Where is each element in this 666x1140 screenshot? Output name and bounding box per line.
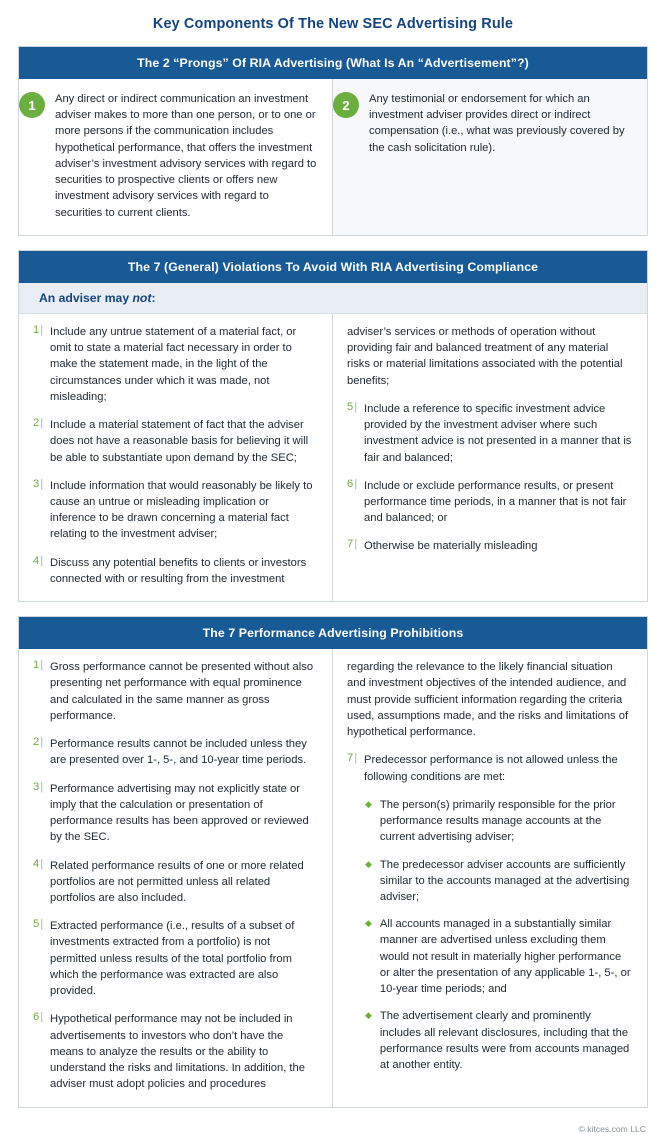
list-item xyxy=(33,736,318,768)
violations-right-column xyxy=(333,314,647,601)
prong-1-badge: 1 xyxy=(19,92,45,118)
panel-subheading-adviser-may-not xyxy=(19,283,647,314)
list-item-number: 5| xyxy=(347,400,358,413)
performance-left-column xyxy=(19,649,333,1106)
list-item-number: 4| xyxy=(33,554,44,567)
list-item-number: 7| xyxy=(347,752,358,765)
diamond-bullet-icon: ◆ xyxy=(365,918,372,929)
list-item-text: Gross performance cannot be presented without also presenting net performance with equal prominence and calculated in the same manner as gross performance. xyxy=(50,661,314,722)
list-item xyxy=(33,324,318,405)
list-item-text: Include a reference to specific investment advice provided by the investment adviser where such investment advice is not presented in a manner that is fair and balanced; xyxy=(364,402,632,464)
panel-seven-violations xyxy=(18,250,648,602)
predecessor-conditions-list xyxy=(365,797,633,1074)
list-item-text: Related performance results of one or more related portfolios are not permitted unless all related portfolios are also included. xyxy=(50,859,304,904)
prong-2-text: Any testimonial or endorsement for which an investment adviser provides direct or indirect compensation (i.e., what was previously covered by the cash solicitation rule). xyxy=(369,93,625,154)
list-item xyxy=(347,752,633,784)
list-item xyxy=(33,417,318,466)
list-item-number: 6| xyxy=(347,477,358,490)
list-item-text: Performance advertising may not explicitly state or imply that the calculation or presentation of performance results has been approved or reviewed by the SEC. xyxy=(50,782,309,844)
list-item-number: 3| xyxy=(33,477,44,490)
list-item-number: 1| xyxy=(33,659,44,672)
panel-performance-prohibitions xyxy=(18,616,648,1107)
list-item-text: Include a material statement of fact that the adviser does not have a reasonable basis for believing it will be able to substantiate upon demand by the SEC; xyxy=(50,419,309,464)
diamond-bullet-icon: ◆ xyxy=(365,798,372,809)
panel-header-performance-prohibitions: The 7 Performance Advertising Prohibitions xyxy=(19,617,647,649)
panel-two-prongs xyxy=(18,46,648,236)
list-item-text: Include any untrue statement of a material fact, or omit to state a material fact necessary in order to make the statement made, in the light of the circumstances under which it was made, not misleading; xyxy=(50,325,297,403)
prong-1-row xyxy=(28,91,318,221)
list-item-number: 6| xyxy=(33,1011,44,1024)
list-item-number: 3| xyxy=(33,780,44,793)
panel-seven-violations-columns xyxy=(19,314,647,601)
copyright-footer: © kitces.com LLC xyxy=(578,1123,646,1134)
subhead-suffix: : xyxy=(151,290,156,305)
list-item xyxy=(365,916,633,997)
panel-performance-columns xyxy=(19,649,647,1106)
list-item-number: 2| xyxy=(33,736,44,749)
list-item-text: The person(s) primarily responsible for the prior performance results manage accounts at the current advertising adviser; xyxy=(379,798,616,844)
list-item xyxy=(347,478,633,527)
diamond-bullet-icon: ◆ xyxy=(365,858,372,869)
list-item-text: The advertisement clearly and prominently includes all relevant disclosures, including that the performance results were from accounts managed at another entity. xyxy=(379,1010,630,1072)
violations-left-column xyxy=(19,314,333,601)
list-item-text: Extracted performance (i.e., results of a subset of investments extracted from a portfolio) is not permitted unless results of the total portfolio from which the performance was extracted are also provided. xyxy=(50,920,295,998)
list-item-text: Include information that would reasonably be likely to cause an untrue or misleading implication or inference to be drawn concerning a material fact relating to the investment adviser; xyxy=(50,479,313,541)
list-item xyxy=(365,1008,633,1073)
list-item-text: All accounts managed in a substantially similar manner are advertised unless excluding them would not result in materially higher performance or alter the presentation of any applicable 1-, 5-, or 10-year time periods; and xyxy=(379,918,631,996)
list-item-text: Predecessor performance is not allowed unless the following conditions are met: xyxy=(364,754,618,783)
panel-two-prongs-columns xyxy=(19,79,647,235)
list-item-text: The predecessor adviser accounts are sufficiently similar to the accounts managed at the advertising adviser; xyxy=(379,858,630,903)
list-item-number: 1| xyxy=(33,323,44,336)
list-item xyxy=(33,781,318,846)
list-item-number: 2| xyxy=(33,417,44,430)
list-item-text: Otherwise be materially misleading xyxy=(364,540,538,553)
subhead-prefix: An adviser may xyxy=(39,290,133,305)
list-item-text: Performance results cannot be included unless they are presented over 1-, 5-, and 10-year time periods. xyxy=(50,738,307,767)
list-item-number: 7| xyxy=(347,538,358,551)
list-item xyxy=(365,857,633,906)
panel-header-two-prongs: The 2 “Prongs” Of RIA Advertising (What Is An “Advertisement”?) xyxy=(19,47,647,79)
prong-1-text: Any direct or indirect communication an investment adviser makes to more than one person, or to one or more persons if the communication includes hypothetical performance, that offers the investment adviser’s investment advisory services with regard to securities to prospective clients or offers new investment advisory services with regard to securities to current clients. xyxy=(55,93,317,219)
list-item xyxy=(365,797,633,846)
performance-right-column xyxy=(333,649,647,1106)
prong-2-row xyxy=(342,91,633,156)
list-item xyxy=(347,401,633,466)
list-item xyxy=(33,659,318,724)
list-item-number: 4| xyxy=(33,857,44,870)
page-title: Key Components Of The New SEC Advertising Rule xyxy=(152,16,514,32)
prong-2-cell xyxy=(333,79,647,235)
prong-1-cell xyxy=(19,79,333,235)
subhead-italic: not xyxy=(132,290,152,305)
list-item xyxy=(33,918,318,999)
list-item xyxy=(33,555,318,587)
prong-2-badge: 2 xyxy=(333,92,359,118)
list-item-text: Discuss any potential benefits to clients or investors connected with or resulting from the investment xyxy=(50,556,307,585)
list-item-number: 5| xyxy=(33,918,44,931)
continuation-text: regarding the relevance to the likely financial situation and investment objectives of the intended audience, and must provide sufficient information regarding the criteria used, assumptions made, and the risks and limitations of hypothetical performance. xyxy=(347,661,629,739)
diamond-bullet-icon: ◆ xyxy=(365,1010,372,1021)
panel-header-seven-violations: The 7 (General) Violations To Avoid With RIA Advertising Compliance xyxy=(19,251,647,283)
list-item xyxy=(33,858,318,907)
list-item xyxy=(33,478,318,543)
list-item xyxy=(347,538,633,554)
list-item-text: Hypothetical performance may not be included in advertisements to investors who don’t have the means to analyze the results or the ability to understand the risks and limitations. In addition, the adviser must adopt policies and procedures xyxy=(50,1013,305,1091)
continuation-text: adviser’s services or methods of operation without providing fair and balanced treatment of any material risks or material limitations associated with the potential benefits; xyxy=(347,325,623,387)
list-item-text: Include or exclude performance results, or present performance time periods, in a manner that is not fair and balanced; or xyxy=(364,479,627,525)
